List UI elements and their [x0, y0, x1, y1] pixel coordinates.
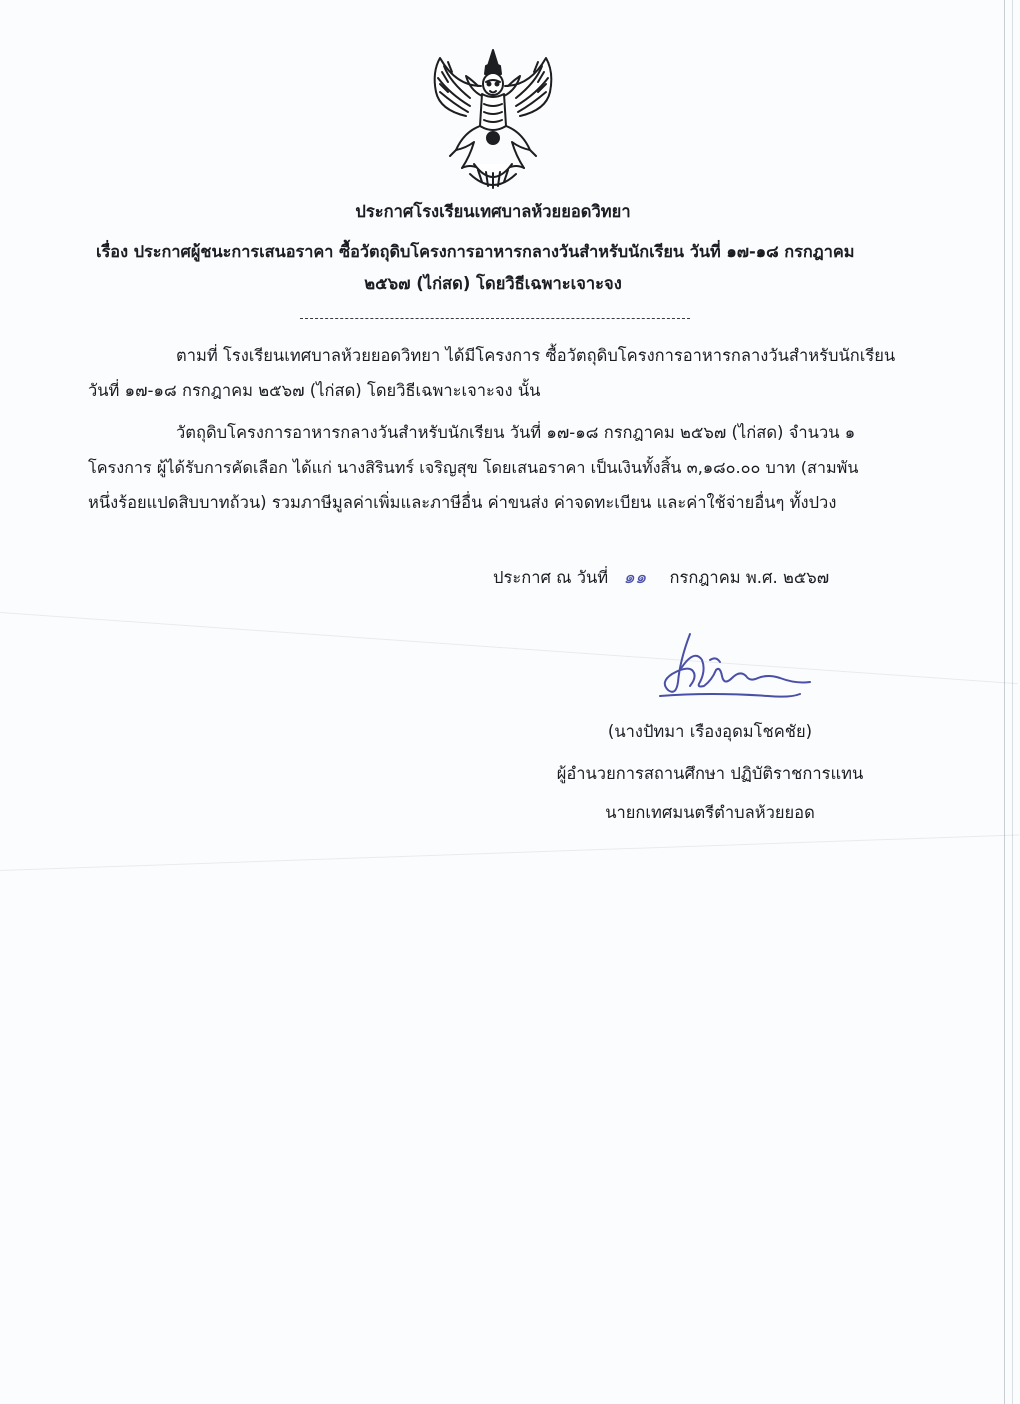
paragraph-line: หนึ่งร้อยแปดสิบบาทถ้วน) รวมภาษีมูลค่าเพิ่มและภาษีอื่น ค่าขนส่ง ค่าจดทะเบียน และค่าใช้จ่ายอื่นๆ ทั้งปวง: [88, 493, 837, 512]
subject-line: ๒๕๖๗ (ไก่สด) โดยวิธีเฉพาะเจาะจง: [364, 274, 622, 293]
paper-crease: [0, 834, 1019, 871]
announcement-date: [493, 566, 829, 590]
header-divider: [300, 318, 690, 319]
paragraph-line: ตามที่ โรงเรียนเทศบาลห้วยยอดวิทยา ได้มีโครงการ ซื้อวัตถุดิบโครงการอาหารกลางวันสำหรับนักเรียน: [176, 346, 896, 365]
signatory-name: (นางปัทมา เรืองอุดมโชคชัย): [607, 722, 813, 741]
date-day-handwritten: ๑๑: [623, 567, 647, 588]
paper-crease: [0, 612, 1018, 684]
subject-line: เรื่อง ประกาศผู้ชนะการเสนอราคา ซื้อวัตถุดิบโครงการอาหารกลางวันสำหรับนักเรียน วันที่ ๑๗-๑๘ กรกฎาคม: [96, 242, 855, 261]
announcement-title: ประกาศโรงเรียนเทศบาลห้วยยอดวิทยา: [355, 202, 631, 221]
date-prefix: ประกาศ ณ วันที่: [493, 568, 609, 587]
garuda-emblem-icon: [426, 46, 560, 190]
paragraph-line: วัตถุดิบโครงการอาหารกลางวันสำหรับนักเรียน วันที่ ๑๗-๑๘ กรกฎาคม ๒๕๖๗ (ไก่สด) จำนวน ๑: [176, 423, 856, 442]
handwritten-signature-icon: [650, 630, 820, 710]
signatory-position: ผู้อำนวยการสถานศึกษา ปฏิบัติราชการแทน: [556, 764, 864, 783]
signatory-position: นายกเทศมนตรีตำบลห้วยยอด: [605, 803, 815, 822]
paragraph-line: โครงการ ผู้ได้รับการคัดเลือก ได้แก่ นางสิรินทร์ เจริญสุข โดยเสนอราคา เป็นเงินทั้งสิ้น ๓,๑๘๐.๐๐ บาท (สามพัน: [88, 458, 859, 477]
paragraph-line: วันที่ ๑๗-๑๘ กรกฎาคม ๒๕๖๗ (ไก่สด) โดยวิธีเฉพาะเจาะจง นั้น: [88, 381, 541, 400]
date-suffix: กรกฎาคม พ.ศ. ๒๕๖๗: [669, 568, 830, 587]
paper-edge-line: [1004, 0, 1005, 1404]
paper-edge-line: [1012, 0, 1013, 1404]
